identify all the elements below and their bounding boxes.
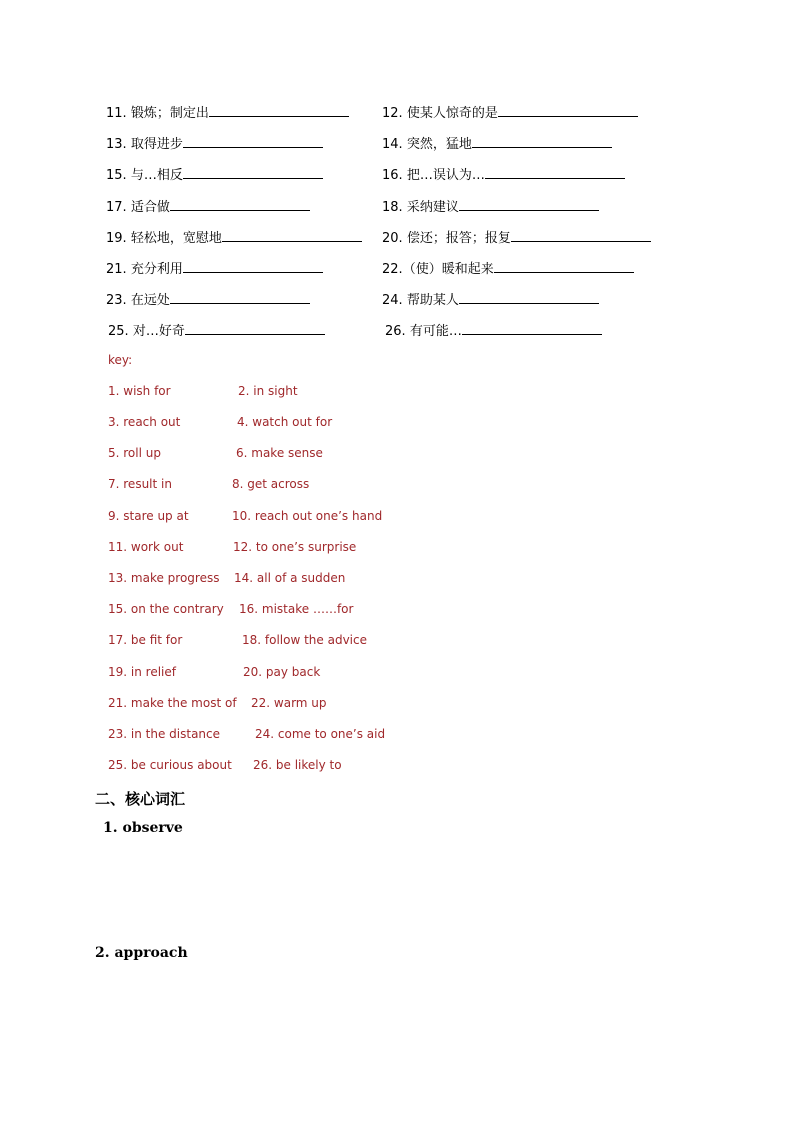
answer-1: 1. wish for (108, 384, 171, 398)
answer-2: 2. in sight (238, 384, 298, 398)
question-11: 11. 锻炼；制定出 (106, 103, 349, 122)
answer-26: 26. be likely to (253, 758, 342, 772)
vocab-word-approach: 2. approach (95, 945, 188, 961)
answer-blank[interactable] (209, 103, 349, 117)
question-12: 12. 使某人惊奇的是 (382, 103, 638, 122)
question-22: 22.（使）暖和起来 (382, 259, 634, 278)
question-20: 20. 偿还；报答；报复 (382, 228, 651, 247)
question-17: 17. 适合做 (106, 197, 310, 216)
answer-blank[interactable] (511, 228, 651, 242)
answer-24: 24. come to one’s aid (255, 727, 386, 741)
answer-blank[interactable] (462, 321, 602, 335)
answer-blank[interactable] (498, 103, 638, 117)
question-23: 23. 在远处 (106, 290, 310, 309)
answer-blank[interactable] (185, 321, 325, 335)
answer-10: 10. reach out one’s hand (232, 509, 383, 523)
question-26: 26. 有可能… (385, 321, 602, 340)
answer-blank[interactable] (459, 290, 599, 304)
answer-18: 18. follow the advice (242, 633, 367, 647)
question-16: 16. 把…误认为… (382, 165, 625, 184)
answer-12: 12. to one’s surprise (233, 540, 357, 554)
answer-blank[interactable] (170, 290, 310, 304)
answer-3: 3. reach out (108, 415, 181, 429)
answer-25: 25. be curious about (108, 758, 232, 772)
answer-22: 22. warm up (251, 696, 327, 710)
answer-blank[interactable] (183, 134, 323, 148)
answer-21: 21. make the most of (108, 696, 237, 710)
section-title: 二、核心词汇 (95, 790, 186, 808)
answer-15: 15. on the contrary (108, 602, 224, 616)
question-21: 21. 充分利用 (106, 259, 323, 278)
answer-8: 8. get across (232, 477, 310, 491)
answer-blank[interactable] (472, 134, 612, 148)
answer-23: 23. in the distance (108, 727, 221, 741)
answer-17: 17. be fit for (108, 633, 183, 647)
answer-9: 9. stare up at (108, 509, 189, 523)
question-13: 13. 取得进步 (106, 134, 323, 153)
question-25: 25. 对…好奇 (108, 321, 325, 340)
answer-16: 16. mistake ……for (239, 602, 354, 616)
answer-11: 11. work out (108, 540, 184, 554)
answer-14: 14. all of a sudden (234, 571, 346, 585)
vocab-word-observe: 1. observe (103, 820, 183, 836)
question-15: 15. 与…相反 (106, 165, 323, 184)
answer-blank[interactable] (494, 259, 634, 273)
question-18: 18. 采纳建议 (382, 197, 599, 216)
answer-blank[interactable] (222, 228, 362, 242)
answer-blank[interactable] (485, 165, 625, 179)
answer-20: 20. pay back (243, 665, 321, 679)
key-label: key: (108, 353, 133, 367)
answer-13: 13. make progress (108, 571, 220, 585)
answer-7: 7. result in (108, 477, 172, 491)
answer-5: 5. roll up (108, 446, 161, 460)
answer-19: 19. in relief (108, 665, 176, 679)
answer-6: 6. make sense (236, 446, 323, 460)
question-19: 19. 轻松地，宽慰地 (106, 228, 362, 247)
answer-blank[interactable] (170, 197, 310, 211)
answer-blank[interactable] (183, 259, 323, 273)
question-24: 24. 帮助某人 (382, 290, 599, 309)
question-14: 14. 突然，猛地 (382, 134, 612, 153)
answer-blank[interactable] (459, 197, 599, 211)
answer-blank[interactable] (183, 165, 323, 179)
answer-4: 4. watch out for (237, 415, 333, 429)
